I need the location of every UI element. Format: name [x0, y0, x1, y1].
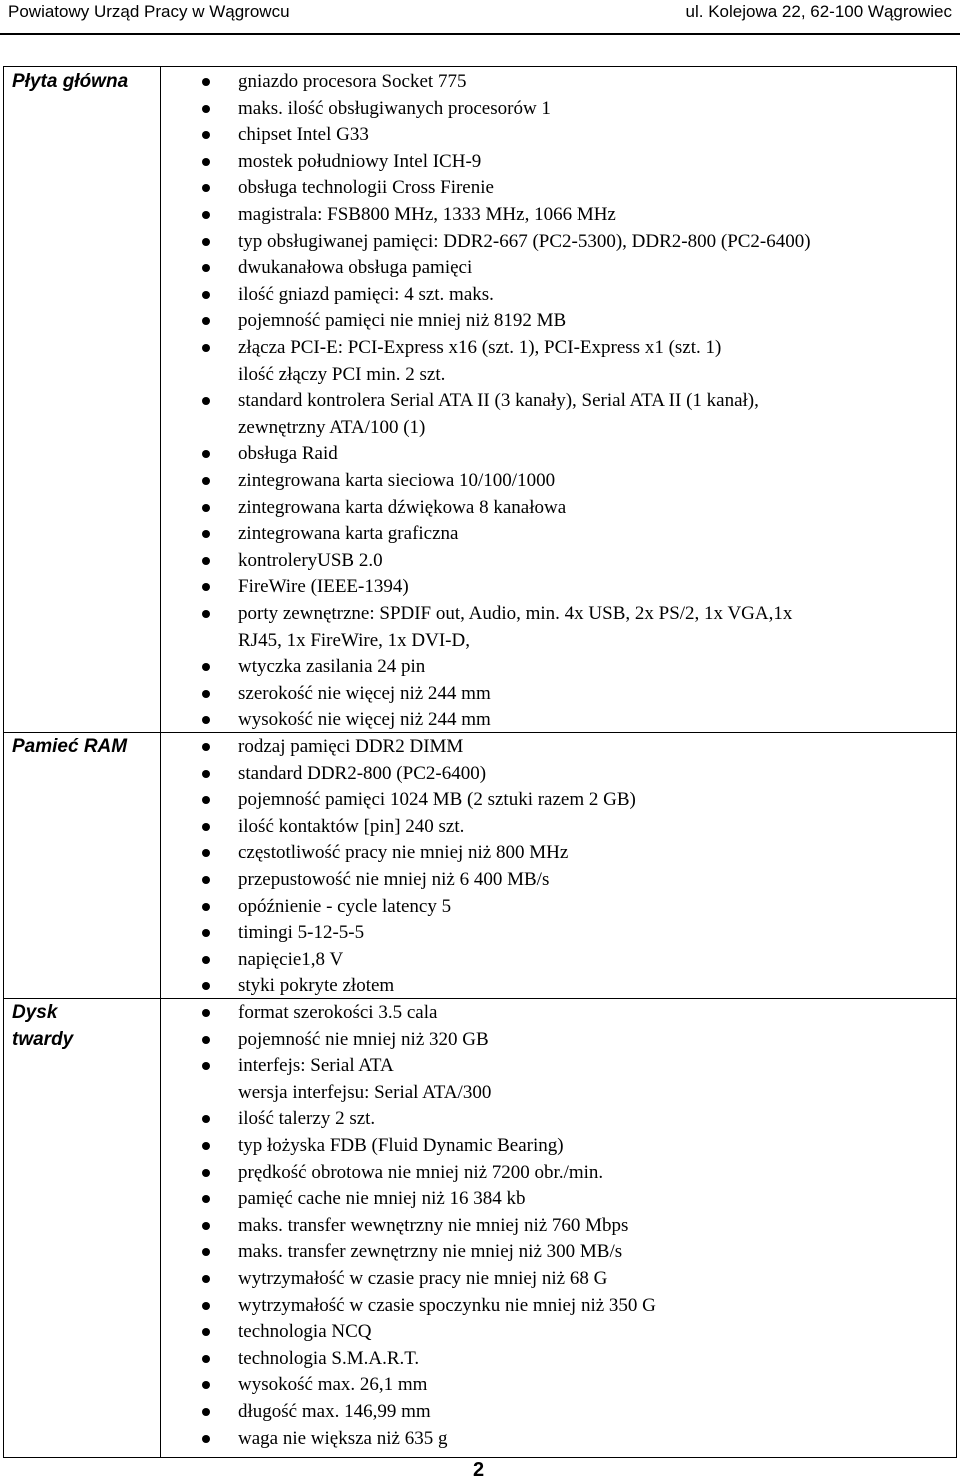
bullet-icon [202, 1142, 210, 1150]
bullet-icon [202, 344, 210, 352]
bullet-icon [202, 1355, 210, 1363]
spec-item-text: pojemność nie mniej niż 320 GB [238, 1028, 489, 1050]
spec-item-text: prędkość obrotowa nie mniej niż 7200 obr./min. [238, 1161, 604, 1183]
bullet-icon [202, 504, 210, 512]
bullet-icon [202, 690, 210, 698]
bullet-icon [202, 530, 210, 538]
header-office-name: Powiatowy Urząd Pracy w Wągrowcu [8, 2, 290, 21]
bullet-icon [202, 1062, 210, 1070]
bullet-icon [202, 238, 210, 246]
spec-item-text: styki pokryte złotem [238, 975, 395, 997]
bullet-icon [202, 1169, 210, 1177]
spec-item-text: interfejs: Serial ATA [238, 1055, 394, 1077]
spec-item-text: pamięć cache nie mniej niż 16 384 kb [238, 1188, 526, 1210]
bullet-icon [202, 849, 210, 857]
section-label: Pamieć RAM [12, 736, 128, 757]
spec-item-text: mostek południowy Intel ICH-9 [238, 150, 482, 172]
spec-item-text: zintegrowana karta sieciowa 10/100/1000 [238, 470, 556, 491]
spec-item-text: typ obsługiwanej pamięci: DDR2-667 (PC2-5300), DDR2-800 (PC2-6400) [238, 230, 811, 252]
spec-item-text: złącza PCI-E: PCI-Express x16 (szt. 1), PCI-Express x1 (szt. 1) [238, 337, 722, 358]
section-divider [4, 732, 956, 733]
spec-table [3, 66, 957, 1458]
spec-item-text: format szerokości 3.5 cala [238, 1002, 438, 1023]
spec-item-text: zintegrowana karta graficzna [238, 523, 459, 545]
bullet-icon [202, 1248, 210, 1256]
bullet-icon [202, 982, 210, 990]
spec-item-text: chipset Intel G33 [238, 124, 369, 146]
bullet-icon [202, 716, 210, 724]
bullet-icon [202, 1408, 210, 1416]
spec-item-text: dwukanałowa obsługa pamięci [238, 257, 473, 279]
spec-item-text: ilość kontaktów [pin] 240 szt. [238, 815, 465, 837]
bullet-icon [202, 796, 210, 804]
bullet-icon [202, 770, 210, 778]
spec-item-text: typ łożyska FDB (Fluid Dynamic Bearing) [238, 1135, 564, 1156]
bullet-icon [202, 158, 210, 166]
spec-item-text: standard kontrolera Serial ATA II (3 kanały), Serial ATA II (1 kanał), [238, 390, 759, 412]
bullet-icon [202, 291, 210, 299]
spec-item-text: RJ45, 1x FireWire, 1x DVI-D, [238, 629, 470, 651]
spec-item-text: częstotliwość pracy nie mniej niż 800 MHz [238, 842, 569, 864]
section-divider [4, 998, 956, 999]
bullet-icon [202, 477, 210, 485]
spec-item-text: pojemność pamięci 1024 MB (2 sztuki razem 2 GB) [238, 789, 636, 811]
spec-item-text: gniazdo procesora Socket 775 [238, 71, 467, 92]
spec-item-text: wersja interfejsu: Serial ATA/300 [238, 1081, 492, 1103]
spec-item-text: wtyczka zasilania 24 pin [238, 656, 426, 678]
spec-item-text: magistrala: FSB800 MHz, 1333 MHz, 1066 MHz [238, 204, 616, 225]
bullet-icon [202, 131, 210, 139]
spec-item-text: maks. transfer wewnętrzny nie mniej niż 760 Mbps [238, 1214, 629, 1236]
spec-item-text: długość max. 146,99 mm [238, 1401, 431, 1422]
spec-item-text: ilość talerzy 2 szt. [238, 1108, 376, 1130]
spec-item-text: wytrzymałość w czasie spoczynku nie mniej niż 350 G [238, 1294, 656, 1316]
bullet-icon [202, 1381, 210, 1389]
bullet-icon [202, 1009, 210, 1017]
bullet-icon [202, 610, 210, 618]
spec-item-text: wysokość nie więcej niż 244 mm [238, 709, 491, 731]
spec-item-text: porty zewnętrzne: SPDIF out, Audio, min. 4x USB, 2x PS/2, 1x VGA,1x [238, 603, 793, 624]
bullet-icon [202, 876, 210, 884]
spec-item-text: timingi 5-12-5-5 [238, 922, 365, 944]
spec-item-text: ilość gniazd pamięci: 4 szt. maks. [238, 283, 494, 305]
spec-item-text: technologia NCQ [238, 1321, 372, 1343]
bullet-icon [202, 557, 210, 565]
bullet-icon [202, 583, 210, 591]
bullet-icon [202, 663, 210, 671]
section-label: Dysk twardy [12, 1002, 74, 1050]
bullet-icon [202, 397, 210, 405]
spec-item-text: kontroleryUSB 2.0 [238, 549, 383, 571]
spec-item-text: zewnętrzny ATA/100 (1) [238, 416, 426, 438]
bullet-icon [202, 1275, 210, 1283]
bullet-icon [202, 1036, 210, 1044]
spec-item-text: maks. ilość obsługiwanych procesorów 1 [238, 97, 551, 119]
section-label: Płyta główna [12, 71, 129, 92]
bullet-icon [202, 264, 210, 272]
header-rule [0, 33, 960, 35]
bullet-icon [202, 1302, 210, 1310]
spec-item-text: ilość złączy PCI min. 2 szt. [238, 363, 446, 385]
bullet-icon [202, 743, 210, 751]
bullet-icon [202, 1328, 210, 1336]
bullet-icon [202, 1195, 210, 1203]
column-divider [160, 67, 161, 1457]
spec-item-text: przepustowość nie mniej niż 6 400 MB/s [238, 869, 550, 890]
spec-item-text: opóźnienie - cycle latency 5 [238, 895, 452, 917]
spec-item-text: obsługa technologii Cross Firenie [238, 177, 494, 199]
bullet-icon [202, 1435, 210, 1443]
spec-item-text: szerokość nie więcej niż 244 mm [238, 682, 491, 704]
bullet-icon [202, 956, 210, 964]
spec-item-text: wytrzymałość w czasie pracy nie mniej niż 68 G [238, 1268, 608, 1289]
spec-item-text: obsługa Raid [238, 443, 338, 465]
bullet-icon [202, 1115, 210, 1123]
spec-item-text: maks. transfer zewnętrzny nie mniej niż 300 MB/s [238, 1241, 623, 1263]
spec-item-text: standard DDR2-800 (PC2-6400) [238, 762, 487, 784]
bullet-icon [202, 1222, 210, 1230]
spec-item-text: pojemność pamięci nie mniej niż 8192 MB [238, 310, 567, 332]
spec-item-text: zintegrowana karta dźwiękowa 8 kanałowa [238, 496, 567, 518]
bullet-icon [202, 903, 210, 911]
spec-item-text: FireWire (IEEE-1394) [238, 576, 409, 598]
bullet-icon [202, 211, 210, 219]
spec-item-text: napięcie1,8 V [238, 948, 344, 970]
spec-item-text: technologia S.M.A.R.T. [238, 1347, 420, 1369]
spec-item-text: waga nie większa niż 635 g [238, 1427, 448, 1449]
header-address: ul. Kolejowa 22, 62-100 Wągrowiec [685, 2, 952, 21]
page-header [0, 0, 960, 30]
bullet-icon [202, 450, 210, 458]
page-number: 2 [473, 1459, 485, 1481]
bullet-icon [202, 78, 210, 86]
spec-item-text: wysokość max. 26,1 mm [238, 1374, 428, 1396]
bullet-icon [202, 184, 210, 192]
bullet-icon [202, 929, 210, 937]
bullet-icon [202, 823, 210, 831]
spec-item-text: rodzaj pamięci DDR2 DIMM [238, 736, 464, 757]
bullet-icon [202, 105, 210, 113]
bullet-icon [202, 317, 210, 325]
